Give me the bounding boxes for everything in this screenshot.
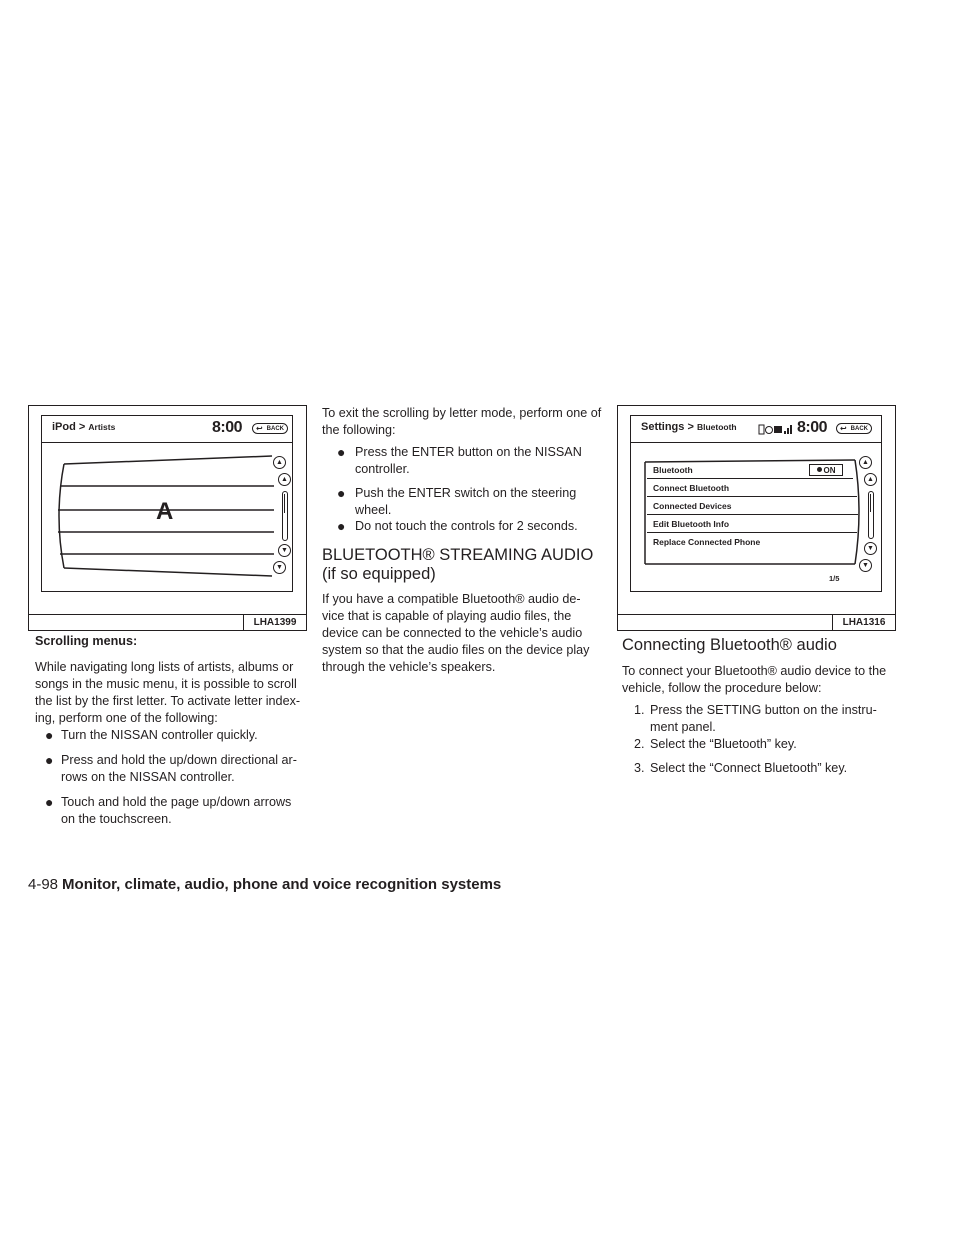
paragraph-letter-indexing [35,659,307,727]
text-line: the following: [322,423,396,437]
screen-title-main: Settings > [641,421,694,433]
text-line: Turn the NISSAN controller quickly. [61,728,258,742]
figure-bluetooth-settings [617,405,896,631]
step-number: 2. [634,737,645,751]
back-label: BACK [266,426,284,432]
text-line: Push the ENTER switch on the steering [355,486,577,500]
heading-line: (if so equipped) [322,565,436,583]
menu-item-label: Replace Connected Phone [653,537,761,547]
paragraph-exit-scrolling [322,405,602,439]
text-line: the list by the first letter. To activate letter index- [35,694,301,708]
text-line: vehicle, follow the procedure below: [622,681,822,695]
index-letter: A [156,498,174,525]
text-line: system so that the audio files on the device play [322,643,590,657]
on-label: ON [823,466,836,475]
page-down-icon[interactable]: ▼ [273,561,286,574]
chapter-title: Monitor, climate, audio, phone and voice recognition systems [62,876,502,893]
indicator-dot-icon [817,467,822,472]
bullet-icon: ● [337,518,346,534]
section-heading-bluetooth-streaming [322,546,593,584]
figure-id: LHA1316 [832,614,895,630]
on-toggle[interactable] [809,464,843,476]
menu-item-connect-bluetooth[interactable] [647,480,857,497]
page-up-icon[interactable]: ▲ [273,456,286,469]
text-line: on the touchscreen. [61,812,172,826]
text-line: Touch and hold the page up/down arrows [61,795,292,809]
heading-line: BLUETOOTH® STREAMING AUDIO [322,546,594,564]
bullet-icon: ● [45,727,54,743]
page-up-icon[interactable]: ▲ [859,456,872,469]
bluetooth-screen [630,415,882,592]
menu-item-edit-bluetooth-info[interactable] [647,516,857,533]
text-line: through the vehicle’s speakers. [322,660,496,674]
menu-item-label: Edit Bluetooth Info [653,519,730,529]
text-line: vice that is capable of playing audio files, the [322,609,572,623]
scroll-down-icon[interactable]: ▼ [278,544,291,557]
ipod-screen [41,415,293,592]
scrollbar[interactable] [868,491,874,539]
bullet-icon: ● [45,794,54,810]
scroll-down-icon[interactable]: ▼ [864,542,877,555]
clock: 8:00 [797,419,828,436]
text-line: To connect your Bluetooth® audio device to the [622,664,887,678]
scroll-up-icon[interactable]: ▲ [278,473,291,486]
text-line: If you have a compatible Bluetooth® audio de- [322,592,581,606]
text-line: Select the “Connect Bluetooth” key. [650,761,848,775]
menu-item-label: Connected Devices [653,501,732,511]
back-arrow-icon: ↩ [840,424,847,433]
scroll-up-icon[interactable]: ▲ [864,473,877,486]
step-number: 1. [634,703,645,717]
text-line: ing, perform one of the following: [35,711,218,725]
text-line: rows on the NISSAN controller. [61,770,235,784]
figure-id: LHA1399 [243,614,306,630]
text-line: Do not touch the controls for 2 seconds. [355,519,578,533]
menu-item-bluetooth[interactable] [647,462,853,479]
text-line: wheel. [355,503,392,517]
text-line: Press and hold the up/down directional ar- [61,753,297,767]
clock: 8:00 [212,419,243,436]
page-down-icon[interactable]: ▼ [859,559,872,572]
back-arrow-icon: ↩ [256,424,263,433]
text-line: device can be connected to the vehicle’s audio [322,626,583,640]
paragraph-bluetooth-streaming [322,591,602,676]
figure-ipod-artists [28,405,307,631]
menu-item-connected-devices[interactable] [647,498,858,515]
text-line: controller. [355,462,410,476]
menu-item-label: Bluetooth [653,465,693,475]
text-line: ment panel. [650,720,716,734]
scrollbar[interactable] [282,491,288,541]
text-line: Press the SETTING button on the instru- [650,703,877,717]
section-heading-connecting-bluetooth: Connecting Bluetooth® audio [622,636,837,654]
text-line: Press the ENTER button on the NISSAN [355,445,582,459]
step-number: 3. [634,761,645,775]
bullet-icon: ● [337,444,346,460]
paragraph-connect-intro [622,663,898,697]
menu-item-label: Connect Bluetooth [653,483,730,493]
scroll-thumb[interactable] [870,494,872,512]
bullet-icon: ● [45,752,54,768]
scroll-thumb[interactable] [284,494,286,513]
text-line: Select the “Bluetooth” key. [650,737,797,751]
menu-item-replace-connected-phone[interactable] [647,534,854,551]
page-indicator: 1/5 [829,574,840,583]
page-footer [28,876,501,893]
text-line: While navigating long lists of artists, albums or [35,660,294,674]
text-line: songs in the music menu, it is possible to scroll [35,677,297,691]
back-label: BACK [850,426,868,432]
screen-title-sub: Bluetooth [696,422,737,432]
subheading-scrolling-menus: Scrolling menus: [35,634,138,648]
screen-title-sub: Artists [88,422,116,432]
page-number: 4-98 [28,876,59,893]
screen-title-main: iPod > [52,421,86,433]
bullet-icon: ● [337,485,346,501]
text-line: To exit the scrolling by letter mode, perform one of [322,406,602,420]
